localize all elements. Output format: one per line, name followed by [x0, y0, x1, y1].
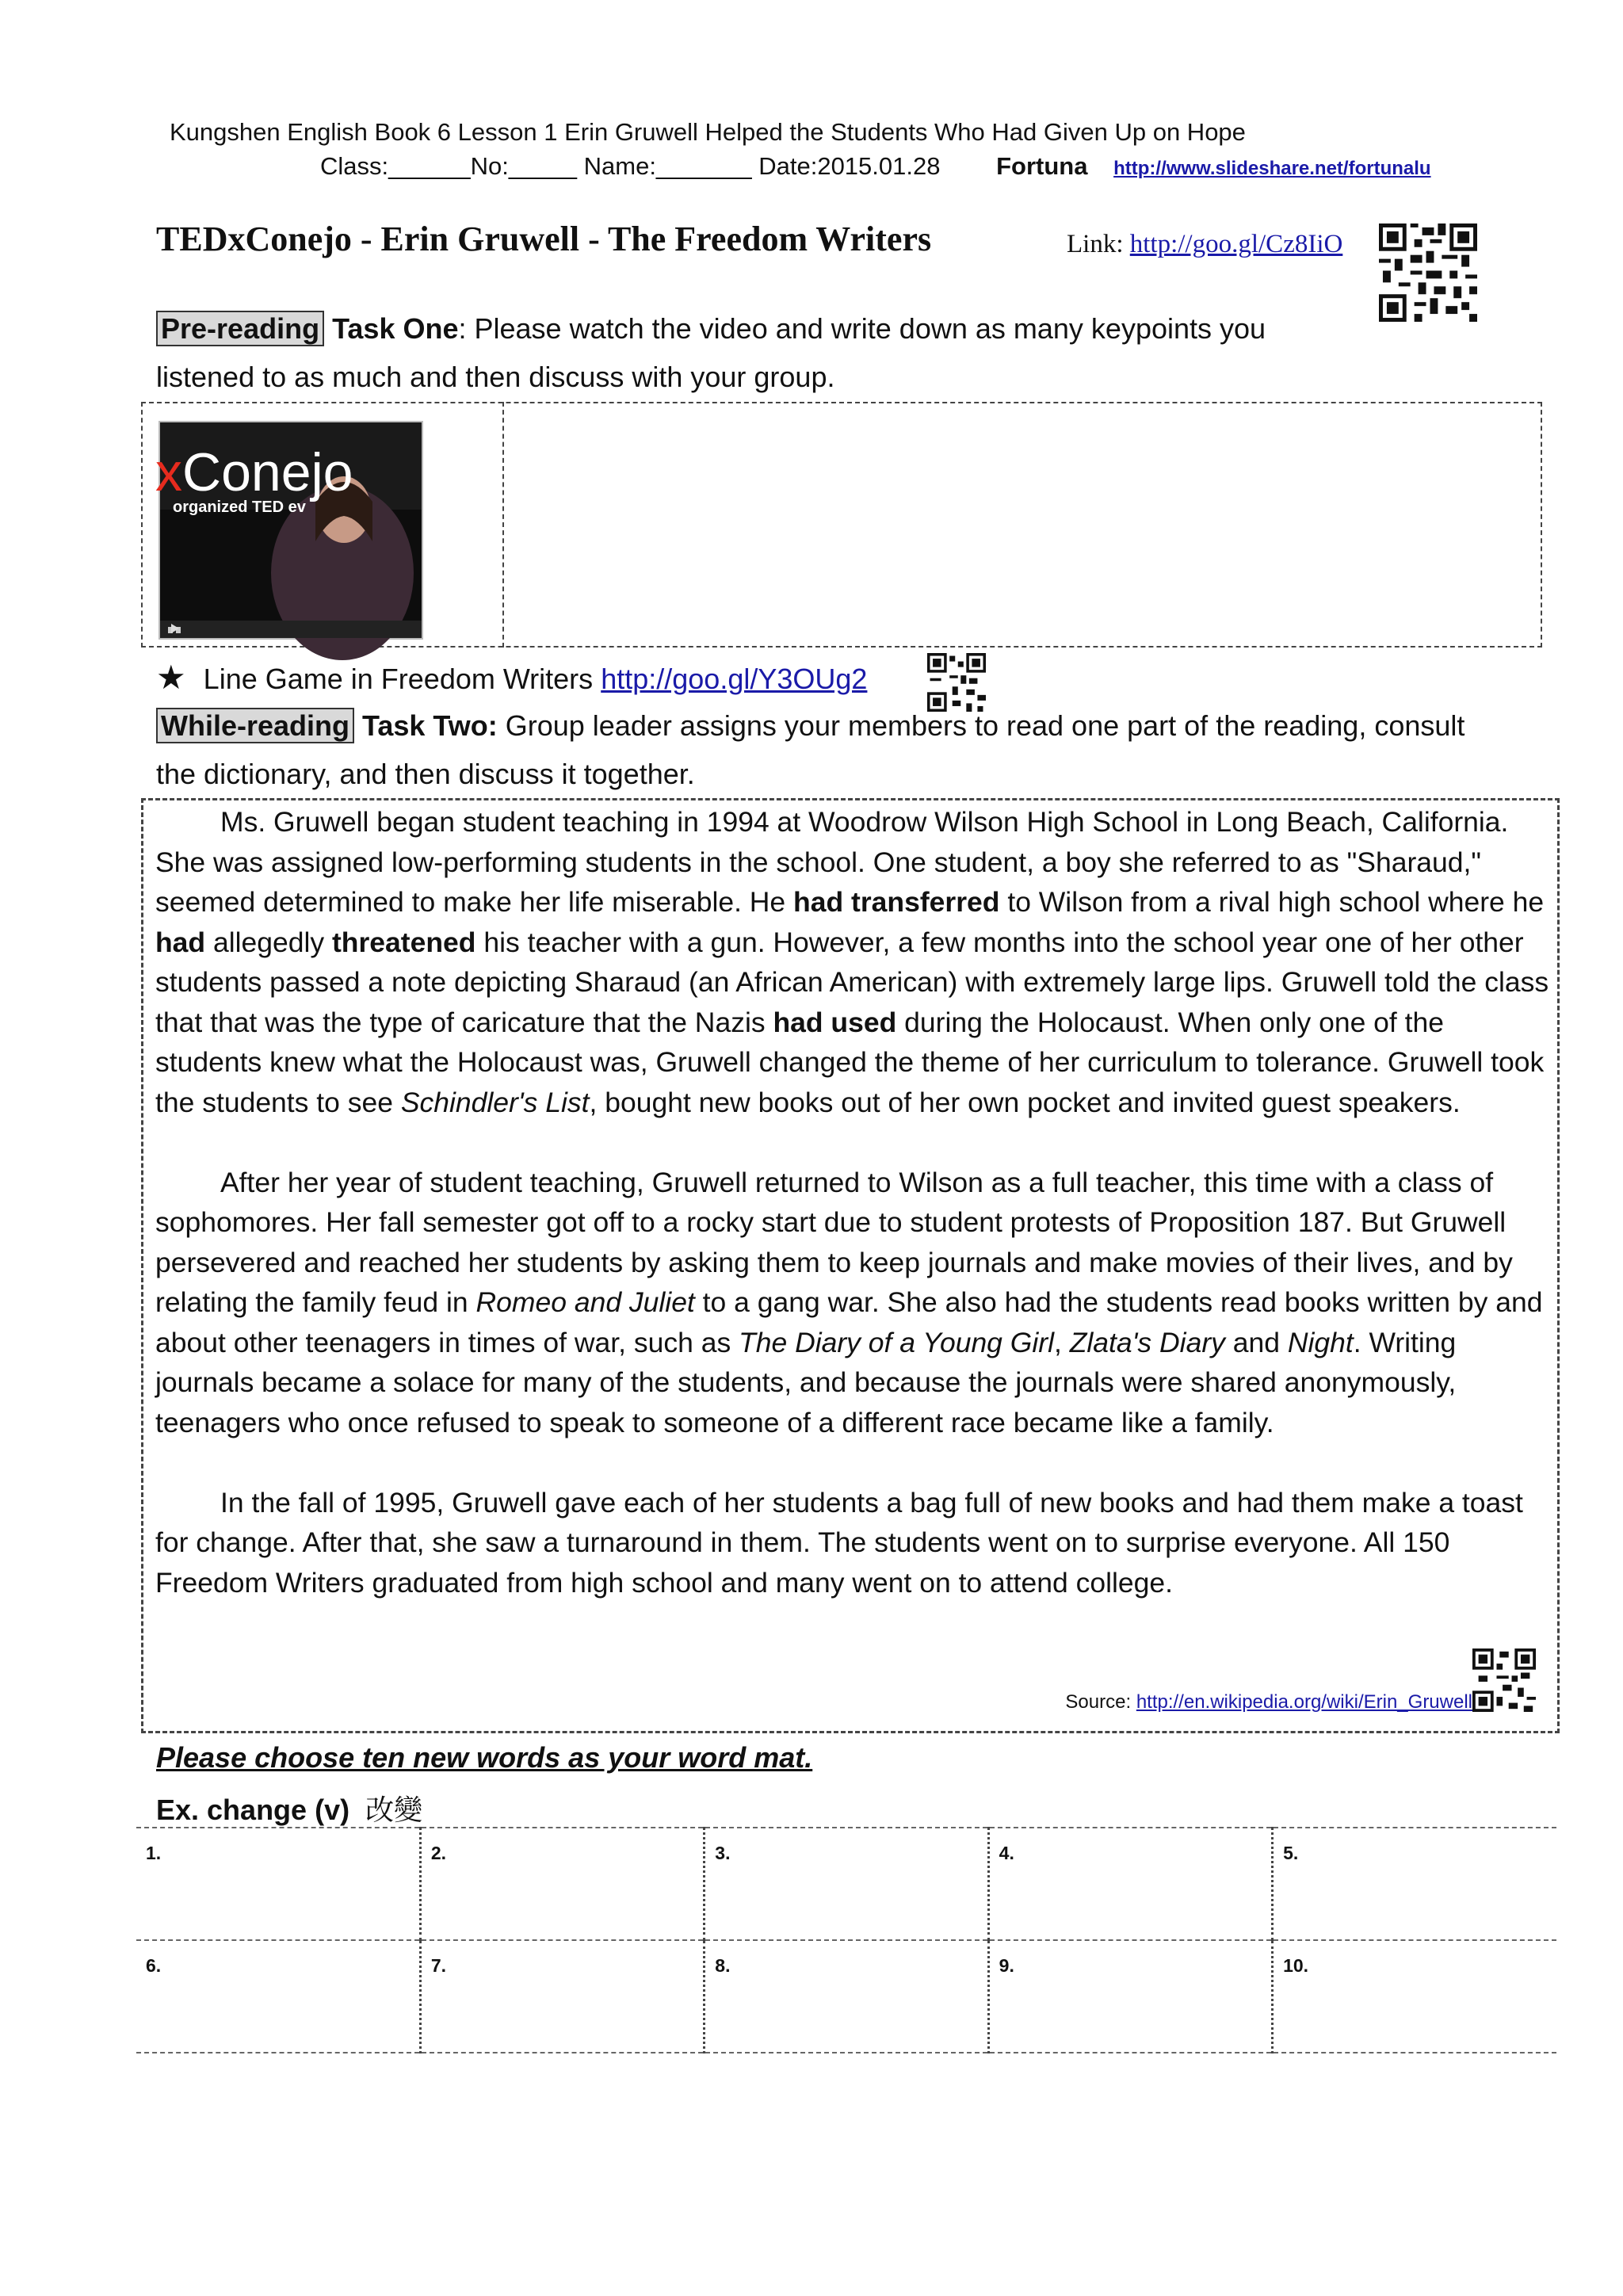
video-thumbnail[interactable]: [155, 421, 423, 640]
task-two-label: Task Two:: [362, 709, 498, 742]
word-mat-table: [136, 1827, 1556, 2053]
passage-paragraph-3: In the fall of 1995, Gruwell gave each of her students a bag full of new books and had them make a toast for change. After that, she saw a turnaround in them. The students went on to surprise everyone. All 150 Freedom Writers graduated from high school and many went on to attend college.: [155, 1486, 1523, 1599]
passage-paragraph-1: Ms. Gruwell began student teaching in 1994 at Woodrow Wilson High School in Long Beach, California. She was assigned low-performing students in the school. One student, a boy she referred to as "Sharaud," seemed determined to make her life miserable. He had transferred to Wilson from a rival high school where he had allegedly threatened his teacher with a gun. However, a few months into the school year one of her other students passed a note depicting Sharaud (an African American) with extremely large lips. Gruwell told the class that that was the type of caricature that the Nazis had used during the Holocaust. When only one of the students knew what the Holocaust was, Gruwell changed the theme of her curriculum to tolerance. Gruwell took the students to see Schindler's List, bought new books out of her own pocket and invited guest speakers.: [155, 806, 1549, 1118]
word-mat-example: [156, 1788, 422, 1828]
example-prefix: Ex. change (v): [156, 1794, 350, 1826]
task-one-label: Task One: [332, 312, 459, 345]
keypoints-divider: [502, 402, 504, 648]
author-link[interactable]: http://www.slideshare.net/fortunalu: [1113, 158, 1431, 179]
qr-code-icon: [1379, 223, 1477, 322]
author-name: Fortuna: [996, 152, 1088, 180]
word-mat-row: [136, 1828, 1556, 1940]
word-cell[interactable]: 9.: [988, 1940, 1272, 2053]
word-cell[interactable]: 6.: [136, 1940, 420, 2053]
task-two: [156, 701, 1535, 798]
title-link-row: [1067, 230, 1342, 259]
qr-code-icon: [1472, 1648, 1536, 1712]
page-title: TEDxConejo - Erin Gruwell - The Freedom Writers: [156, 220, 932, 258]
keypoints-writing-area[interactable]: [507, 406, 1537, 644]
title-link[interactable]: http://goo.gl/Cz8IiO: [1129, 230, 1343, 258]
play-icon[interactable]: [171, 624, 179, 633]
video-brand: [155, 442, 353, 502]
task-one-text-2: listened to as much and then discuss with your group.: [156, 361, 835, 393]
task-one-text-1: : Please watch the video and write down as many keypoints you: [458, 312, 1266, 345]
while-reading-badge: While-reading: [156, 708, 354, 743]
word-cell[interactable]: 4.: [988, 1828, 1272, 1940]
line-game-row: [156, 653, 867, 703]
word-mat-instruction: Please choose ten new words as your word mat.: [156, 1741, 813, 1774]
word-cell[interactable]: 2.: [420, 1828, 704, 1940]
word-cell[interactable]: 3.: [705, 1828, 988, 1940]
word-cell[interactable]: 7.: [420, 1940, 704, 2053]
video-subtitle: organized TED ev: [173, 499, 306, 516]
word-cell[interactable]: 8.: [705, 1940, 988, 2053]
reading-passage: [155, 802, 1550, 1603]
line-game-text: Line Game in Freedom Writers: [203, 663, 594, 695]
student-info-fields[interactable]: Class:______No:_____ Name:_______ Date:2015.01.28: [320, 152, 941, 180]
source-link[interactable]: http://en.wikipedia.org/wiki/Erin_Gruwell: [1136, 1691, 1472, 1713]
source-label: Source:: [1065, 1691, 1132, 1713]
word-cell[interactable]: 1.: [136, 1828, 420, 1940]
word-cell[interactable]: 5.: [1273, 1828, 1556, 1940]
header-line-1: Kungshen English Book 6 Lesson 1 Erin Gruwell Helped the Students Who Had Given Up on Hope: [170, 118, 1246, 146]
video-brand-text: Conejo: [182, 442, 353, 502]
word-cell[interactable]: 10.: [1273, 1940, 1556, 2053]
task-two-text-2: the dictionary, and then discuss it together.: [156, 758, 695, 790]
title-link-label: Link:: [1067, 230, 1124, 258]
example-chinese: 改變: [365, 1794, 423, 1826]
line-game-link[interactable]: http://goo.gl/Y3OUg2: [601, 663, 868, 695]
passage-paragraph-2: After her year of student teaching, Gruwell returned to Wilson as a full teacher, this time with a class of sophomores. Her fall semester got off to a rocky start due to student protests of Proposition 187. But Gruwell persevered and reached her students by asking them to keep journals and make movies of their lives, and by relating the family feud in Romeo and Juliet to a gang war. She also had the students read books written by and about other teenagers in times of war, such as The Diary of a Young Girl, Zlata's Diary and Night. Writing journals became a solace for many of the students, and because the journals were shared anonymously, teenagers who once refused to speak to someone of a different race became like a family.: [155, 1166, 1543, 1438]
pre-reading-badge: Pre-reading: [156, 311, 324, 346]
source-line: [1065, 1691, 1472, 1713]
ted-x-mark: x: [155, 442, 182, 502]
word-mat-row: [136, 1940, 1556, 2053]
task-one: [156, 304, 1392, 401]
task-two-text-1: Group leader assigns your members to read one part of the reading, consult: [497, 709, 1465, 742]
star-icon: ★: [156, 659, 186, 696]
header-line-2: [320, 151, 1431, 185]
